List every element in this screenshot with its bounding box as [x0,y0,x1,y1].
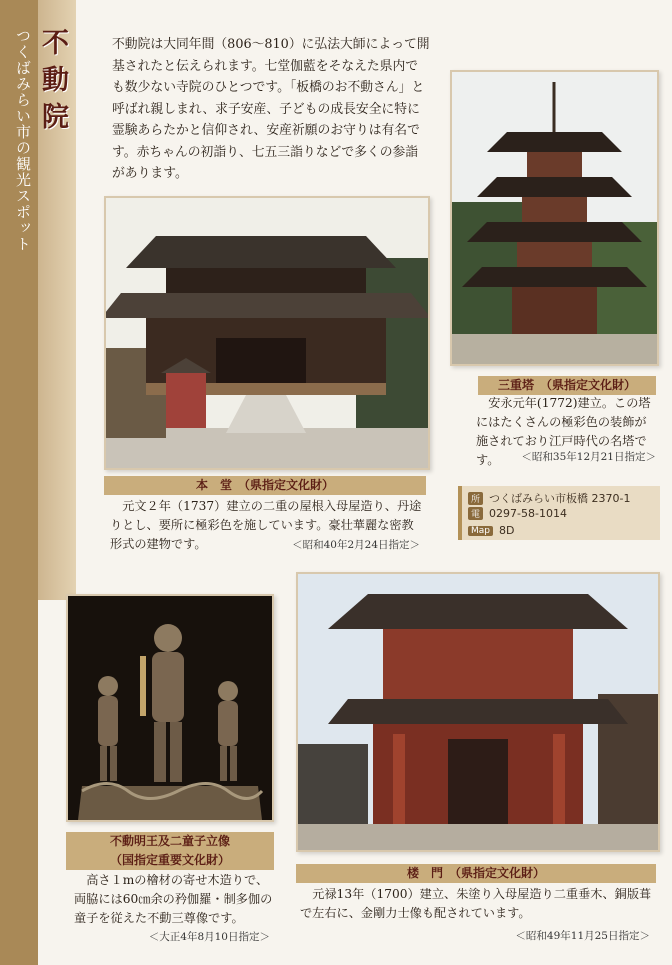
statue-photo [66,594,274,822]
hondo-date: ＜昭和40年2月24日指定＞ [292,539,420,551]
pagoda-date: ＜昭和35年12月21日指定＞ [521,451,656,463]
hondo-photo [104,196,430,470]
gate-date: ＜昭和49年11月25日指定＞ [515,930,650,942]
hondo-desc: 元文２年（1737）建立の二重の屋根入母屋造り、丹途りとし、要所に極彩色を施しています。豪壮華麗な密教形式の建物です。 [110,499,422,551]
map-row [468,524,514,537]
series-title: つくばみらい市の観光スポット [14,28,32,252]
title-band [38,0,76,600]
address-row [468,490,630,506]
pagoda-caption: 三重塔 （県指定文化財） [478,376,656,395]
pagoda-desc: 安永元年(1772)建立。この塔にはたくさんの極彩色の装飾が施されており江戸時代の名塔です。 [476,396,651,467]
address-tag: 所 [468,492,483,505]
phone-tag: 電 [468,507,483,520]
statue-date: ＜大正4年8月10日指定＞ [148,931,270,943]
pagoda-photo [450,70,659,366]
gate-desc: 元禄13年（1700）建立、朱塗り入母屋造り二重垂木、銅版葺で左右に、金剛力士像も配されています。 [300,887,652,920]
address: つくばみらい市板橋 2370-1 [489,492,631,505]
statue-desc: 高さ１mの檜材の寄せ木造りで、両脇には60㎝余の矜伽羅・制多伽の童子を従えた不動三尊像です。 [74,873,273,925]
statue-caption: 不動明王及二童子立像 [66,832,274,851]
intro-text: 不動院は大同年間（806～810）に弘法大師によって開基されたと伝えられます。七堂伽藍をそなえた県内でも数少ない寺院のひとつです。「板橋のお不動さん」と呼ばれ親しまれ、求子安産、子どもの成長安全に特に霊験あらたかと信仰され、安産祈願のお守りは有名です。赤ちゃんの初詣り、七五三詣りなどで多くの参詣があります。 [112,37,430,181]
page-title: 不動院 [37,28,68,139]
gate-photo [296,572,660,852]
info-box [458,486,660,540]
statue-subcaption: （国指定重要文化財） [66,851,274,870]
phone-row [468,507,567,520]
map-tag: Map [468,526,493,536]
gate-caption: 楼 門 （県指定文化財） [296,864,656,883]
phone: 0297-58-1014 [489,507,567,520]
hondo-caption: 本 堂 （県指定文化財） [104,476,426,495]
map-ref: 8D [499,524,515,537]
